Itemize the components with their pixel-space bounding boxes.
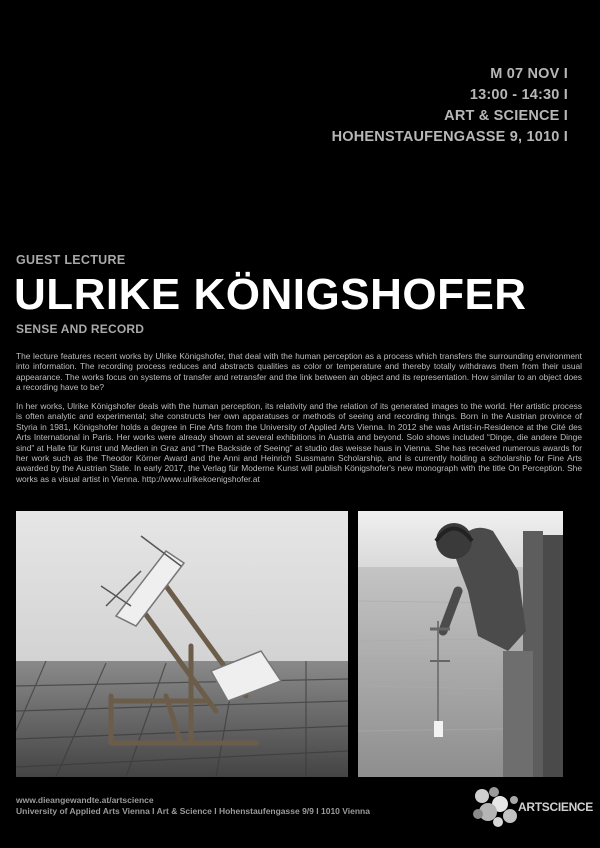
event-address: HOHENSTAUFENGASSE 9, 1010 I	[331, 129, 568, 145]
lecture-kicker: GUEST LECTURE	[16, 253, 126, 267]
footer	[16, 795, 370, 817]
event-info	[332, 64, 568, 148]
logo-text: ARTSCIENCE	[518, 800, 594, 814]
event-time: 13:00 - 14:30 I	[469, 87, 568, 103]
apparatus-photo	[16, 511, 348, 777]
speaker-title: ULRIKE KÖNIGSHOFER	[14, 270, 527, 319]
event-series: ART & SCIENCE I	[444, 108, 568, 124]
footer-address: University of Applied Arts Vienna I Art & Science I Hohenstaufengasse 9/9 I 1010 Vienna	[16, 806, 370, 816]
recording-photo	[358, 511, 563, 777]
biography-paragraph: In her works, Ulrike Königshofer deals with the human perception, its relativity and the relation of its generated images to the world. Her artistic process is often analytic and experimental; she constructs her own apparatuses or methods of seeing and recording things. Born in the Austrian province of Styria in 1981, Königshofer holds a degree in Fine Arts from the University of Applied Arts Vienna. In 2012 she was Artist-in-Residence at the Cité des Arts International in Paris. Her works were already shown at several exhibitions in Austria and beyond. Solo shows included “Dinge, die andere Dinge sind” at Halle für Kunst und Medien in Graz and “The Backside of Seeing” at studio das weisse haus in Vienna. She has received numerous awards for her work such as the Theodor Körner Award and the Anni and Heinrich Sussmann Scholarship, and is currently holding a scholarship for Fine Arts awarded by the Austrian State. In early 2017, the Verlag für Moderne Kunst will publish Königshofer's new monograph with the title On Perception. She works as a visual artist in Vienna. http://www.ulrikekoenigshofer.at	[16, 401, 582, 484]
description-paragraph-1: The lecture features recent works by Ulrike Königshofer, that deal with the human perception as a process which transfers the surrounding environment into information. The recording process reduces and abstracts qualities as color or temperature and thereby totally withdraws them from their usual appearance. The works focus on systems of transfer and retransfer and the link between an object and its representation. How similar to an object does a recording have to be?	[16, 351, 582, 393]
footer-url[interactable]: www.dieangewandte.at/artscience	[16, 795, 154, 805]
lecture-subtitle: SENSE AND RECORD	[16, 322, 145, 336]
event-date: M 07 NOV I	[490, 66, 568, 82]
